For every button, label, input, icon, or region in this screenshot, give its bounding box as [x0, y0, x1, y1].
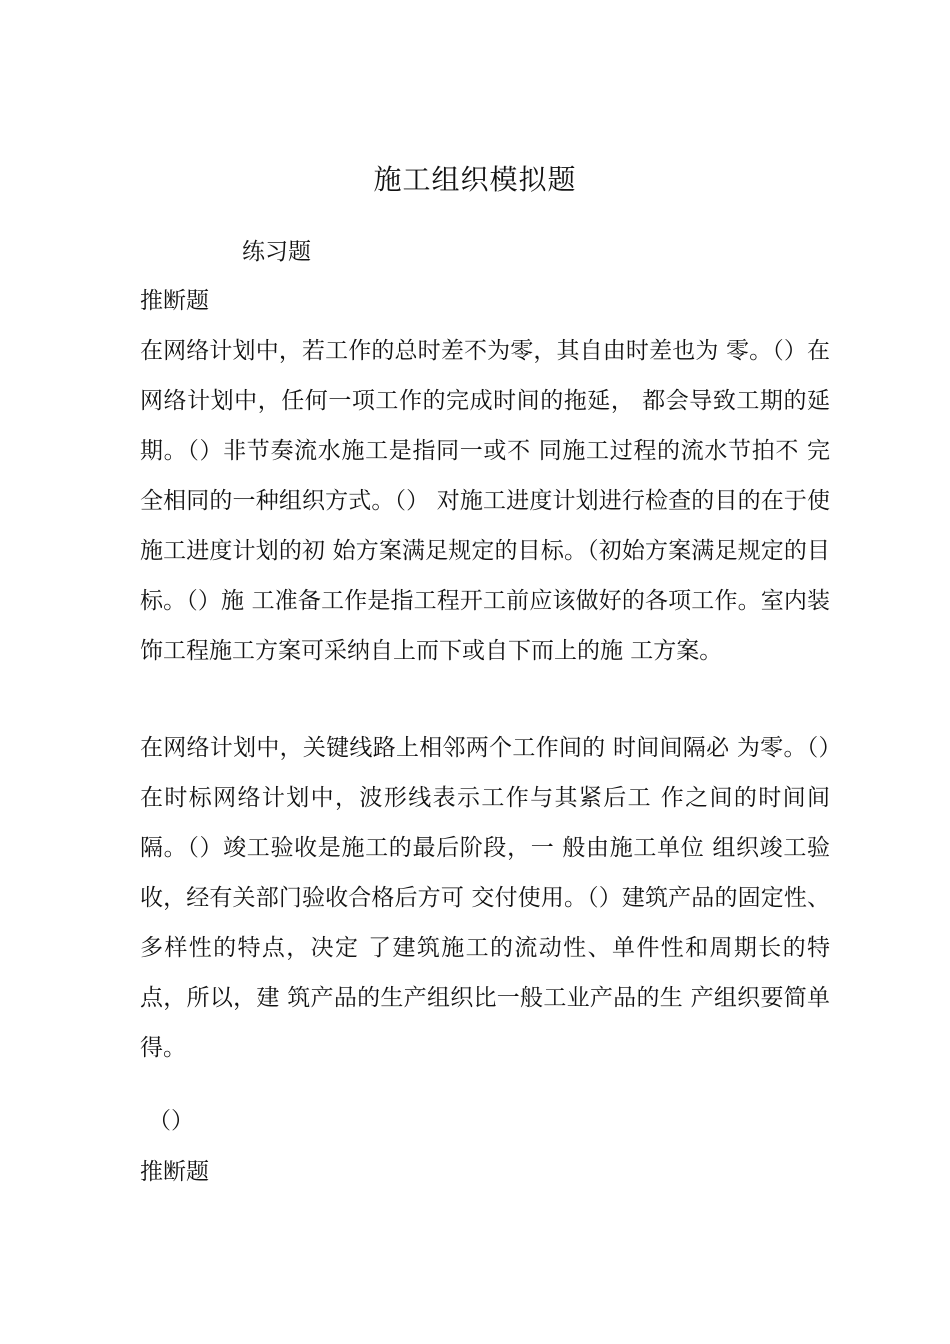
section-heading-1: 推断题 — [140, 288, 209, 314]
section-heading-2: 推断题 — [140, 1159, 209, 1185]
paragraph-1: 在网络计划中，若工作的总时差不为零，其自由时差也为 零。（）在网络计划中，任何一项工作的完成时间的拖延， 都会导致工期的延期。（）非节奏流水施工是指同一或不 同施工过程的流水节拍不 完全相同的一种组织方式。（） 对施工进度计划进行检查的目的在于使施工进度计划的初 始方案满足规定的目标。（初始方案满足规定的目标。（）施 工准备工作是指工程开工前应该做好的各项工作。室内装 饰工程施工方案可采纳自上而下或自下而上的施 工方案。 — [140, 338, 838, 664]
page-title: 施工组织模拟题 — [373, 163, 577, 196]
answer-parentheses: （） — [148, 1108, 194, 1134]
paragraph-2: 在网络计划中，关键线路上相邻两个工作间的 时间间隔必 为零。（）在时标网络计划中，波形线表示工作与其紧后工 作之间的时间间隔。（）竣工验收是施工的最后阶段，一 般由施工单位 组织竣工验收，经有关部门验收合格后方可 交付使用。（）建筑产品的固定性、多样性的特点，决定 了建筑施工的流动性、单件性和周期长的特点，所以，建 筑产品的生产组织比一般工业产品的生 产组织要简单得。 — [140, 735, 830, 1061]
subtitle: 练习题 — [242, 239, 311, 265]
